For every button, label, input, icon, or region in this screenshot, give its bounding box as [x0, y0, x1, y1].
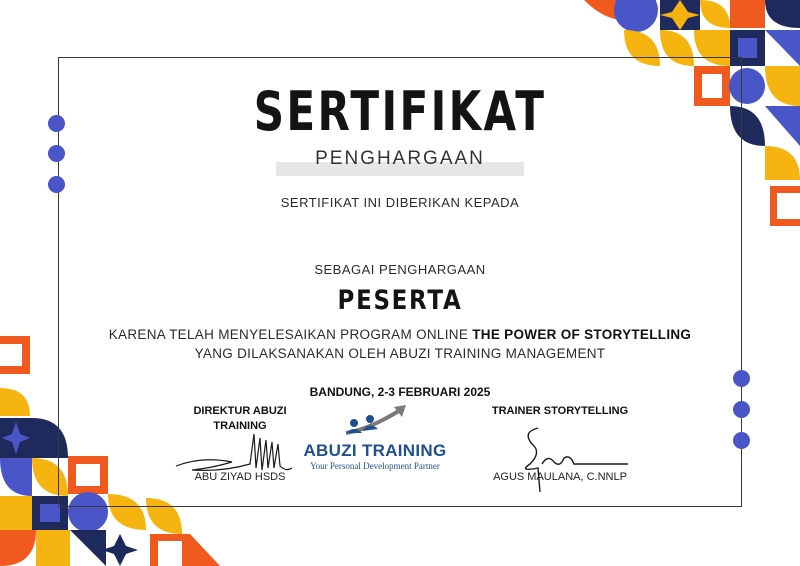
organizer-line: YANG DILAKSANAKAN OLEH ABUZI TRAINING MANAGEMENT [194, 346, 606, 361]
decorative-dot [733, 401, 750, 418]
right-signatory-role: TRAINER STORYTELLING [491, 405, 629, 417]
logo-tagline: Your Personal Development Partner [310, 461, 440, 471]
decorative-dot [48, 115, 65, 132]
reason-prefix: KARENA TELAH MENYELESAIKAN PROGRAM ONLINE [108, 327, 469, 342]
left-signatory-name: ABU ZIYAD HSDS [194, 471, 286, 483]
logo-mark-icon [340, 403, 410, 441]
left-signatory-role: DIREKTUR ABUZI TRAINING [193, 405, 287, 432]
reason-line [0, 327, 800, 342]
award-text: SEBAGAI PENGHARGAAN [314, 262, 486, 277]
right-signature [508, 424, 638, 496]
place-date: BANDUNG, 2-3 FEBRUARI 2025 [309, 385, 491, 399]
recipient-name: PESERTA [337, 285, 463, 316]
abuzi-training-logo [300, 403, 450, 473]
given-to-text: SERTIFIKAT INI DIBERIKAN KEPADA [280, 195, 520, 210]
certificate-subtitle: PENGHARGAAN [315, 148, 485, 169]
program-name: THE POWER OF STORYTELLING [472, 327, 692, 342]
logo-name: ABUZI TRAINING [303, 441, 447, 460]
certificate-title: SERTIFIKAT [253, 80, 547, 143]
decorative-dot [733, 432, 750, 449]
decorative-dot [48, 176, 65, 193]
right-signatory-name: AGUS MAULANA, C.NNLP [493, 471, 627, 483]
